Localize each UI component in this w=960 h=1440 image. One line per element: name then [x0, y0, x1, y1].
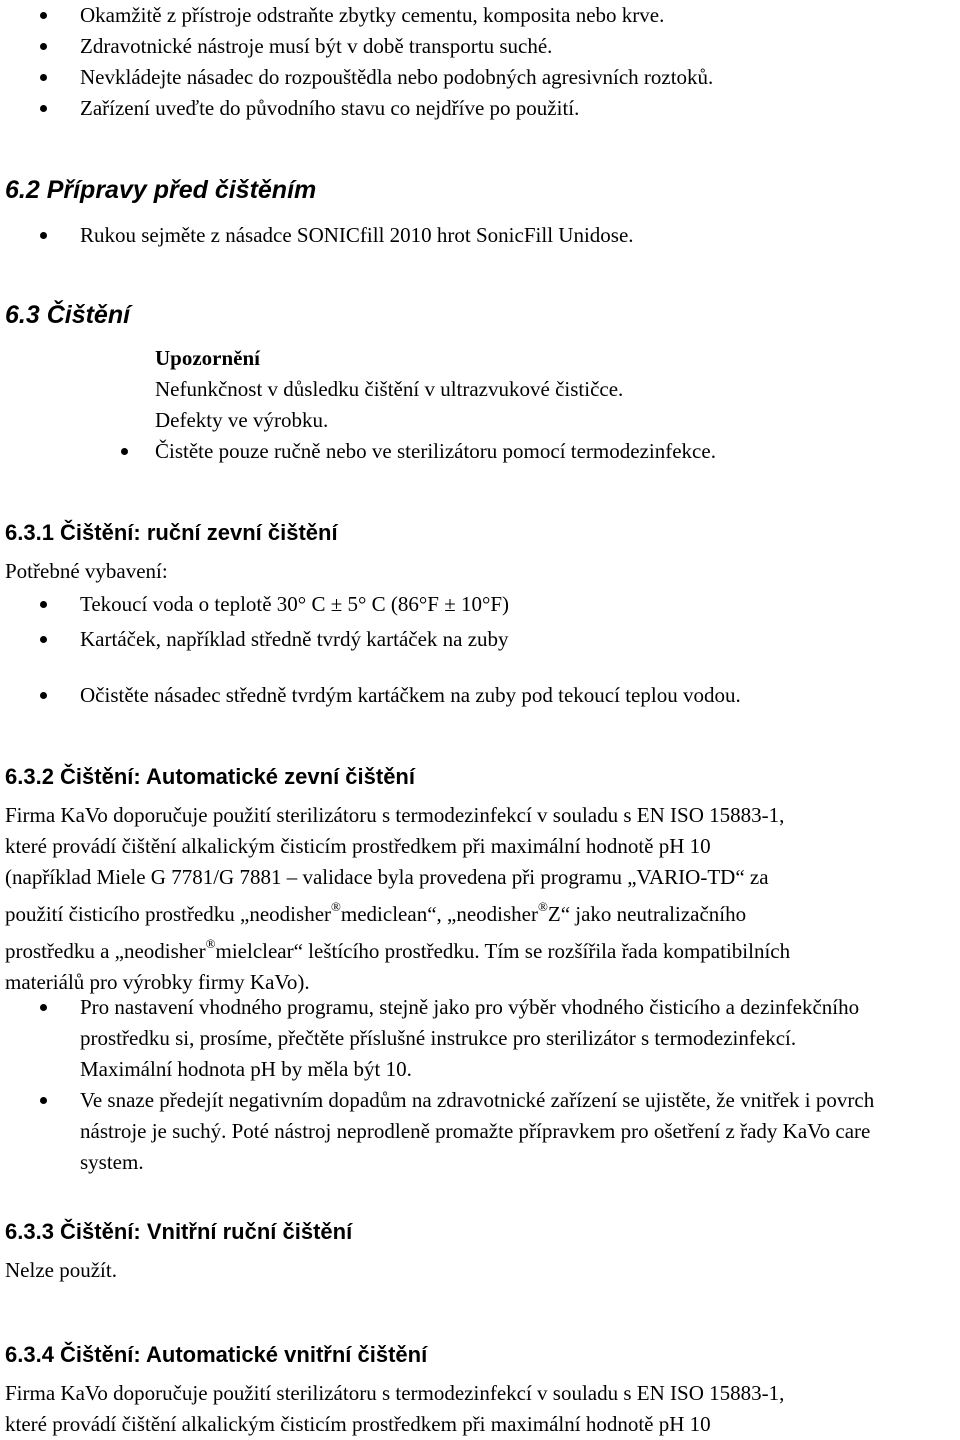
list-item: Kartáček, například středně tvrdý kartáček na zuby [0, 624, 960, 655]
section-6-3-3-text: Nelze použít. [5, 1258, 117, 1282]
registered-mark: ® [537, 899, 548, 914]
paragraph-line: Firma KaVo doporučuje použití sterilizátoru s termodezinfekcí v souladu s EN ISO 15883-1, [5, 1381, 785, 1405]
list-item: Zdravotnické nástroje musí být v době transportu suché. [0, 31, 960, 62]
list-item: Ve snaze předejít negativním dopadům na zdravotnické zařízení se ujistěte, že vnitřek i povrch nástroje je suchý. Poté nástroj neprodleně promažte přípravkem pro ošetření z řady KaVo care system. [0, 1085, 880, 1178]
text-fragment: Z“ jako neutralizačního [547, 902, 747, 926]
list-item: Zařízení uveďte do původního stavu co nejdříve po použití. [0, 93, 960, 124]
list-item: Nevkládejte násadec do rozpouštědla nebo podobných agresivních roztoků. [0, 62, 960, 93]
list-item: Tekoucí voda o teplotě 30° C ± 5° C (86°F ± 10°F) [0, 589, 960, 620]
text-fragment: prostředku a „neodisher [5, 939, 206, 963]
list-item: Pro nastavení vhodného programu, stejně jako pro výběr vhodného čisticího a dezinfekčního prostředku si, prosíme, přečtěte příslušné instrukce pro sterilizátor s termodezinfekcí. Maximální hodnota pH by měla být 10. [0, 992, 880, 1085]
list-item: Očistěte násadec středně tvrdým kartáčkem na zuby pod tekoucí teplou vodou. [0, 680, 960, 711]
paragraph-line: (například Miele G 7781/G 7881 – validace byla provedena při programu „VARIO-TD“ za [5, 865, 769, 889]
registered-mark: ® [331, 899, 341, 914]
warning-bullet: Čistěte pouze ručně nebo ve sterilizátoru pomocí termodezinfekce. [155, 436, 716, 467]
list-item: Rukou sejměte z násadce SONICfill 2010 hrot SonicFill Unidose. [0, 220, 960, 251]
equipment-label: Potřebné vybavení: [5, 559, 168, 583]
section-6-3-4-paragraph [5, 1378, 955, 1440]
paragraph-line: materiálů pro výrobky firmy KaVo). [5, 970, 310, 994]
intro-bullet-list [0, 0, 960, 124]
section-6-2-bullet-list [0, 220, 960, 251]
section-6-3-2-paragraph [5, 800, 955, 998]
warning-block [155, 343, 623, 436]
text-fragment: mediclean“, „neodisher [340, 902, 538, 926]
paragraph-line: které provádí čištění alkalickým čisticím prostředkem při maximální hodnotě pH 10 [5, 1412, 711, 1436]
equipment-list [0, 589, 960, 655]
section-6-2-heading: 6.2 Přípravy před čištěním [5, 176, 317, 204]
paragraph-line: Firma KaVo doporučuje použití sterilizátoru s termodezinfekcí v souladu s EN ISO 15883-1, [5, 803, 785, 827]
warning-title: Upozornění [155, 346, 260, 370]
text-fragment: použití čisticího prostředku „neodisher [5, 902, 332, 926]
paragraph-line: které provádí čištění alkalickým čisticím prostředkem při maximální hodnotě pH 10 [5, 834, 711, 858]
section-6-3-2-bullet-list [0, 992, 960, 1178]
registered-mark: ® [205, 936, 216, 951]
paragraph-line [5, 893, 955, 930]
step-list [0, 680, 960, 711]
text-fragment: mielclear“ leštícího prostředku. Tím se rozšířila řada kompatibilních [215, 939, 791, 963]
list-item: Okamžitě z přístroje odstraňte zbytky cementu, komposita nebo krve. [0, 0, 960, 31]
section-6-3-1-heading: 6.3.1 Čištění: ruční zevní čištění [5, 520, 338, 545]
paragraph-line [5, 930, 955, 967]
section-6-3-4-heading: 6.3.4 Čištění: Automatické vnitřní čištění [5, 1342, 428, 1367]
warning-line: Defekty ve výrobku. [155, 408, 329, 432]
section-6-3-3-heading: 6.3.3 Čištění: Vnitřní ruční čištění [5, 1219, 353, 1244]
warning-line: Nefunkčnost v důsledku čištění v ultrazvukové čističce. [155, 377, 624, 401]
section-6-3-2-heading: 6.3.2 Čištění: Automatické zevní čištění [5, 764, 415, 789]
section-6-3-heading: 6.3 Čištění [5, 301, 131, 329]
